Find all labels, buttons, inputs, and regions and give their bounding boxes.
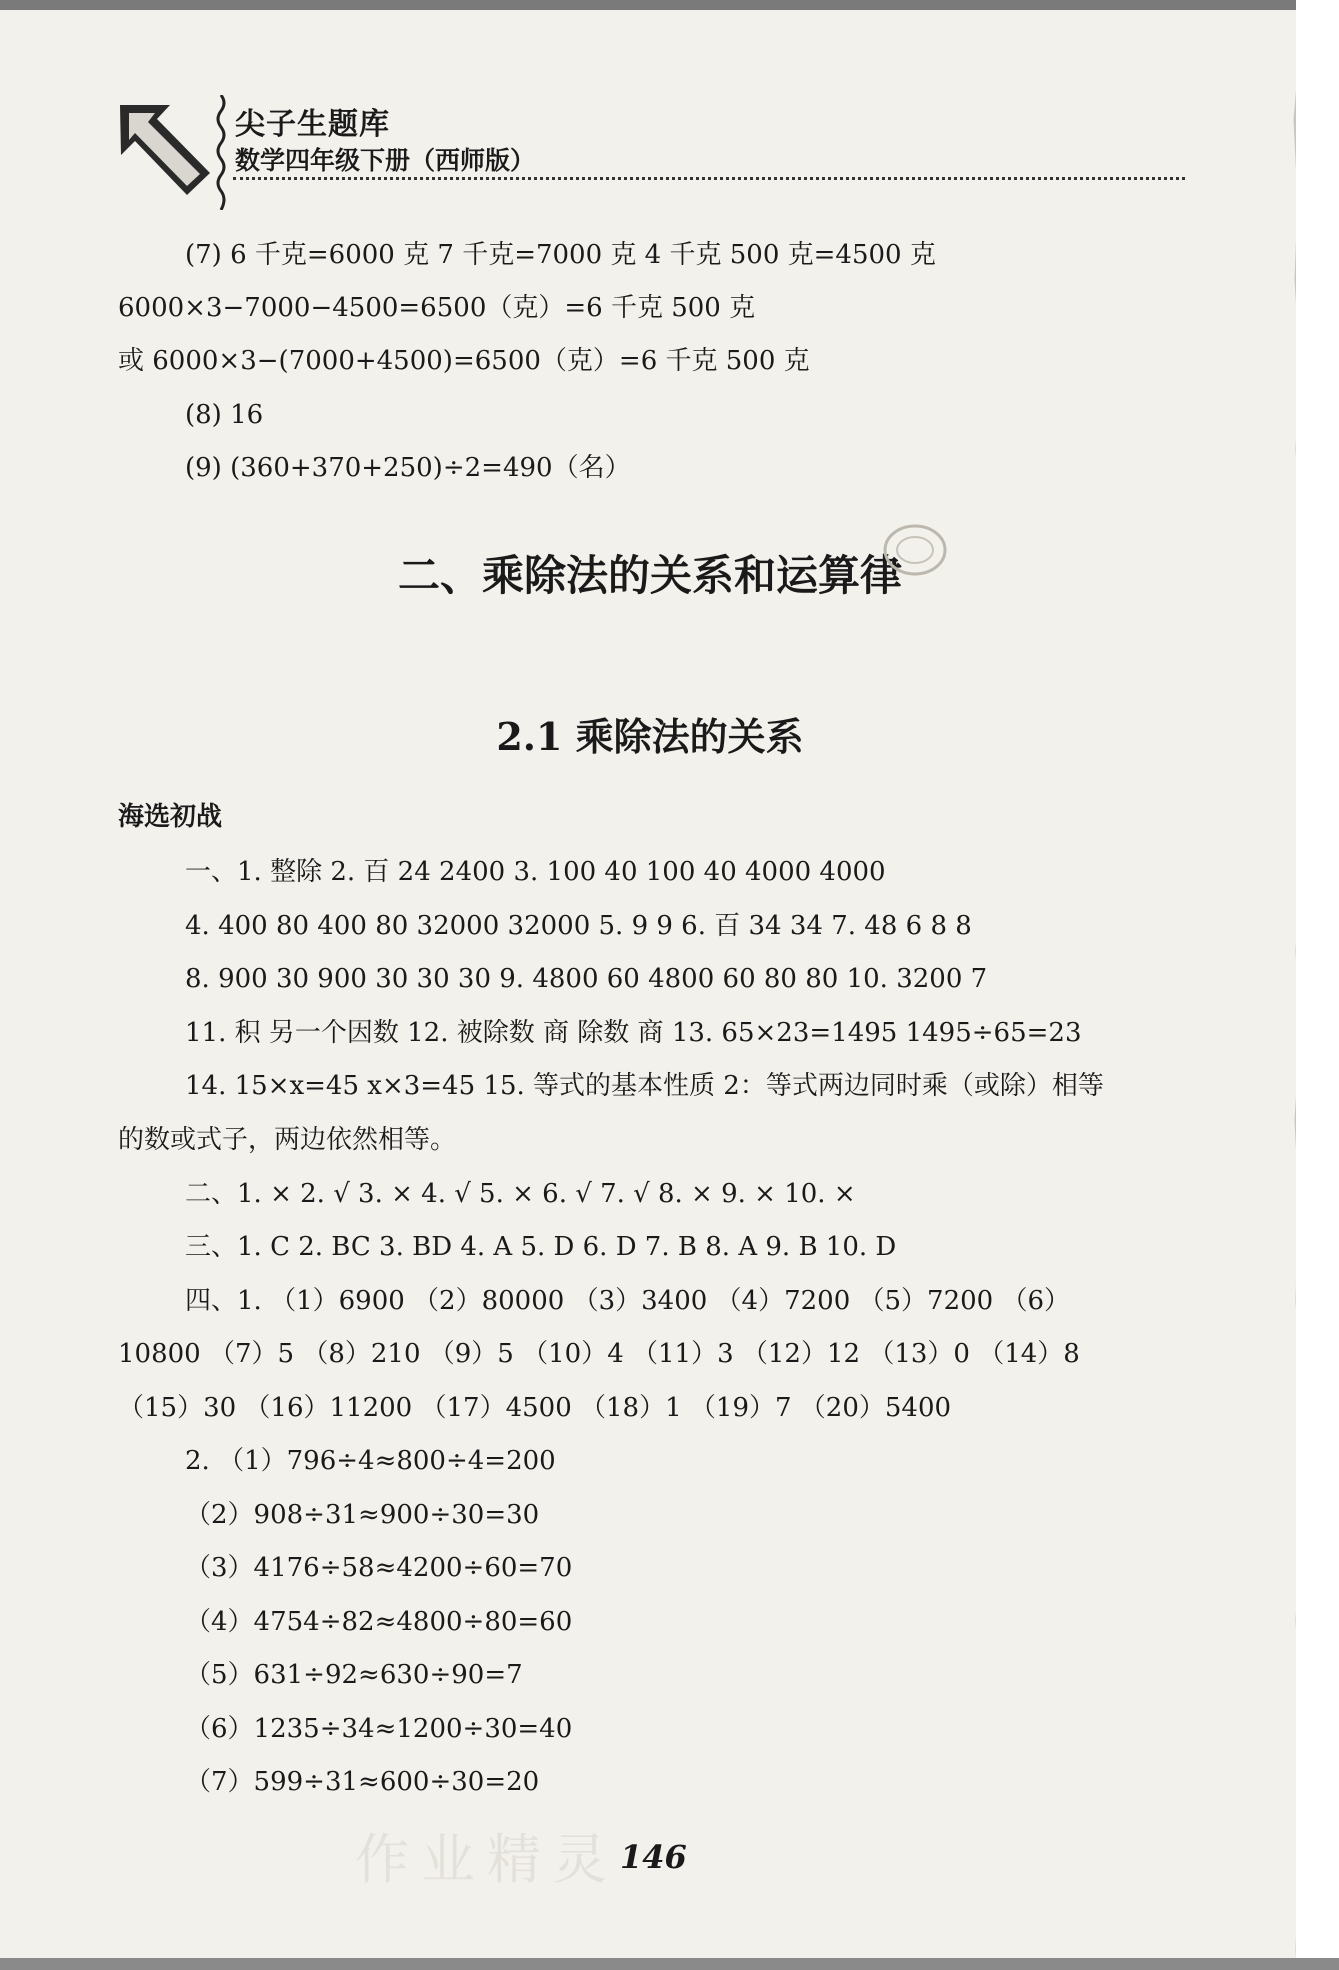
- answer-line: 11. 积 另一个因数 12. 被除数 商 除数 商 13. 65×23=1495 1495÷65=23: [185, 1018, 1082, 1048]
- answer-line: 6000×3−7000−4500=6500（克）=6 千克 500 克: [118, 293, 756, 323]
- answer-line: 10800 （7）5 （8）210 （9）5 （10）4 （11）3 （12）12 （13）0 （14）8: [118, 1339, 1080, 1369]
- book-subtitle: 数学四年级下册（西师版）: [235, 146, 536, 175]
- answer-line: （4）4754÷82≈4800÷80=60: [185, 1607, 573, 1637]
- answer-line: （5）631÷92≈630÷90=7: [185, 1660, 523, 1690]
- arrow-logo-icon: [115, 95, 215, 210]
- answer-line: 一、1. 整除 2. 百 24 2400 3. 100 40 100 40 4000 4000: [185, 857, 886, 887]
- answer-line: 四、1. （1）6900 （2）80000 （3）3400 （4）7200 （5）7200 （6）: [185, 1286, 1071, 1316]
- brand-title: 尖子生题库: [235, 107, 390, 142]
- practice-heading: 海选初战: [118, 802, 223, 832]
- subsection-title: 2.1 乘除法的关系: [496, 714, 804, 759]
- scan-background-right: [1296, 0, 1339, 1970]
- page-header: [115, 95, 1185, 215]
- answer-line: 二、1. × 2. √ 3. × 4. √ 5. × 6. √ 7. √ 8. × 9. × 10. ×: [185, 1179, 856, 1209]
- stamp-icon: [880, 520, 950, 580]
- answer-line: （7）599÷31≈600÷30=20: [185, 1767, 540, 1797]
- answer-line: 的数或式子，两边依然相等。: [118, 1125, 457, 1155]
- scan-bottom-edge: [0, 1958, 1339, 1970]
- answer-line: 三、1. C 2. BC 3. BD 4. A 5. D 6. D 7. B 8. A 9. B 10. D: [185, 1232, 897, 1262]
- answer-line: 4. 400 80 400 80 32000 32000 5. 9 9 6. 百 34 34 7. 48 6 8 8: [185, 911, 972, 941]
- watermark: 作业精灵: [355, 1828, 619, 1891]
- wavy-divider-icon: [213, 95, 229, 210]
- answer-line: 14. 15×x=45 x×3=45 15. 等式的基本性质 2：等式两边同时乘（或除）相等: [185, 1071, 1104, 1101]
- answer-line: (7) 6 千克=6000 克 7 千克=7000 克 4 千克 500 克=4500 克: [185, 240, 936, 270]
- answer-line: (9) (360+370+250)÷2=490（名）: [185, 453, 631, 483]
- answer-line: 或 6000×3−(7000+4500)=6500（克）=6 千克 500 克: [118, 346, 810, 376]
- answer-line: （3）4176÷58≈4200÷60=70: [185, 1553, 573, 1583]
- section-title: 二、乘除法的关系和运算律: [397, 551, 902, 600]
- scan-top-edge: [0, 0, 1300, 10]
- answer-line: 2. （1）796÷4≈800÷4=200: [185, 1446, 556, 1476]
- answer-line: （2）908÷31≈900÷30=30: [185, 1500, 540, 1530]
- answer-line: （6）1235÷34≈1200÷30=40: [185, 1714, 573, 1744]
- answer-line: 8. 900 30 900 30 30 30 9. 4800 60 4800 60 80 80 10. 3200 7: [185, 964, 988, 994]
- answer-line: (8) 16: [185, 400, 264, 430]
- header-dotted-rule: [233, 177, 1185, 180]
- page-number: 146: [620, 1838, 687, 1876]
- answer-line: （15）30 （16）11200 （17）4500 （18）1 （19）7 （20）5400: [118, 1393, 952, 1423]
